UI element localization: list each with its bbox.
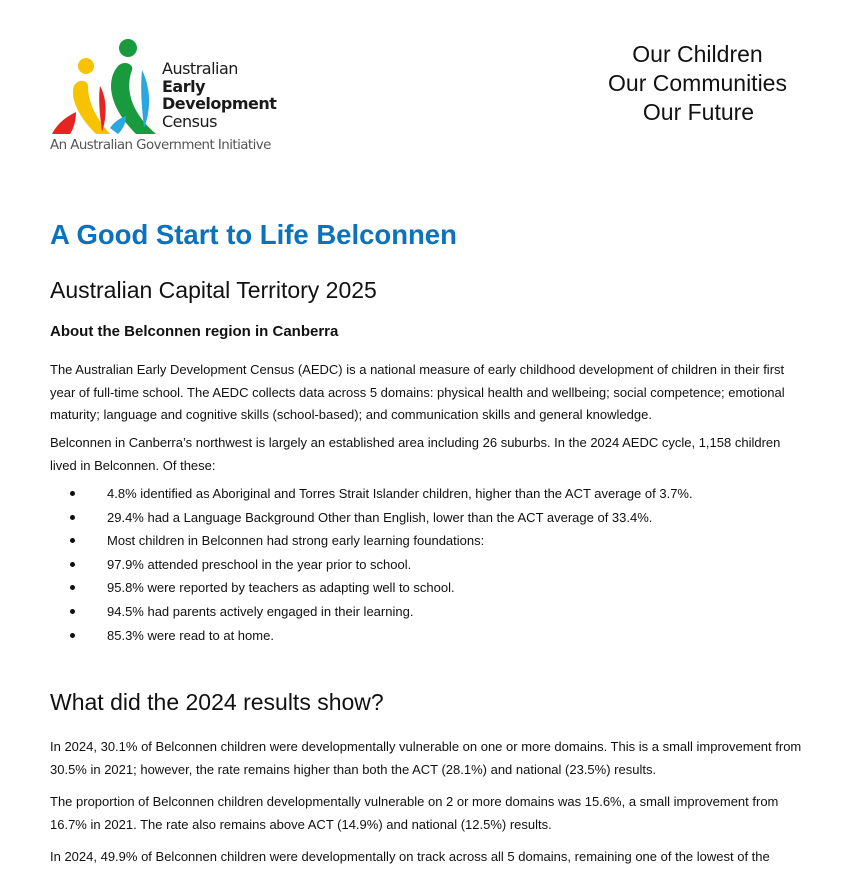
list-item-text: 95.8% were reported by teachers as adapting well to school. [107, 580, 455, 596]
about-paragraph: Belconnen in Canberra’s northwest is largely an established area including 26 suburbs. In the 2024 AEDC cycle, 1,158 children lived in Belconnen. Of these: [50, 435, 781, 473]
list-item-text: 4.8% identified as Aboriginal and Torres Strait Islander children, higher than the ACT average of 3.7%. [107, 486, 693, 501]
list-item-text: 85.3% were read to at home. [107, 627, 274, 643]
list-item-text: 97.9% attended preschool in the year prior to school. [107, 556, 412, 572]
bullet-icon [70, 515, 75, 520]
about-heading: About the Belconnen region in Canberra [50, 323, 339, 340]
logo-line-census: Census [162, 111, 217, 131]
bullet-icon [70, 585, 75, 590]
logo-line-australian: Australian [162, 59, 238, 78]
slogan-line: Our Children [632, 41, 763, 67]
results-heading: What did the 2024 results show? [50, 689, 384, 715]
slogan [560, 40, 835, 127]
list-item-text: 94.5% had parents actively engaged in their learning. [107, 603, 414, 619]
bullet-icon [70, 491, 75, 496]
list-item [50, 506, 810, 530]
slogan-line: Our Future [642, 99, 755, 125]
slogan-line: Our Communities [608, 70, 787, 96]
aedc-logo [48, 36, 288, 160]
results-paragraph: The proportion of Belconnen children developmentally vulnerable on 2 or more domains was 15.6%, a small improvement from 16.7% in 2021. The rate also remains above ACT (14.9%) and national (12.5%) results. [50, 794, 779, 832]
list-item [50, 576, 810, 600]
bullet-icon [70, 562, 75, 567]
aedc-figures-icon [48, 36, 160, 136]
bullet-icon [70, 609, 75, 614]
page-title: A Good Start to Life Belconnen [50, 219, 457, 250]
list-item-text: Most children in Belconnen had strong early learning foundations: [107, 533, 485, 549]
bullet-icon [70, 538, 75, 543]
list-item [50, 624, 810, 648]
results-paragraph-partial: In 2024, 49.9% of Belconnen children were developmentally on track across all 5 domains, remaining one of the lowest of the [50, 849, 770, 864]
list-item [50, 529, 810, 553]
about-paragraph: The Australian Early Development Census (AEDC) is a national measure of early childhood development of children in their first year of full-time school. The AEDC collects data across 5 domains: physical health and wellbeing; social competence; emotional maturity; language and cognitive skills (school-based); and communication skills and general knowledge. [50, 362, 785, 422]
results-paragraph: In 2024, 30.1% of Belconnen children were developmentally vulnerable on one or more domains. This is a small improvement from 30.5% in 2021; however, the rate remains higher than both the ACT (28.1%) and national (23.5%) results. [50, 739, 802, 777]
bullet-icon [70, 633, 75, 638]
logo-line-development: Development [162, 94, 277, 113]
list-item [50, 600, 810, 624]
about-bullet-list [50, 482, 810, 647]
page-subtitle: Australian Capital Territory 2025 [50, 277, 377, 303]
logo-line-early: Early [162, 76, 206, 96]
list-item [50, 553, 810, 577]
list-item [50, 482, 810, 506]
logo-wordmark [162, 60, 276, 130]
logo-tagline: An Australian Government Initiative [50, 138, 271, 153]
list-item-text: 29.4% had a Language Background Other than English, lower than the ACT average of 33.4%. [107, 509, 653, 525]
